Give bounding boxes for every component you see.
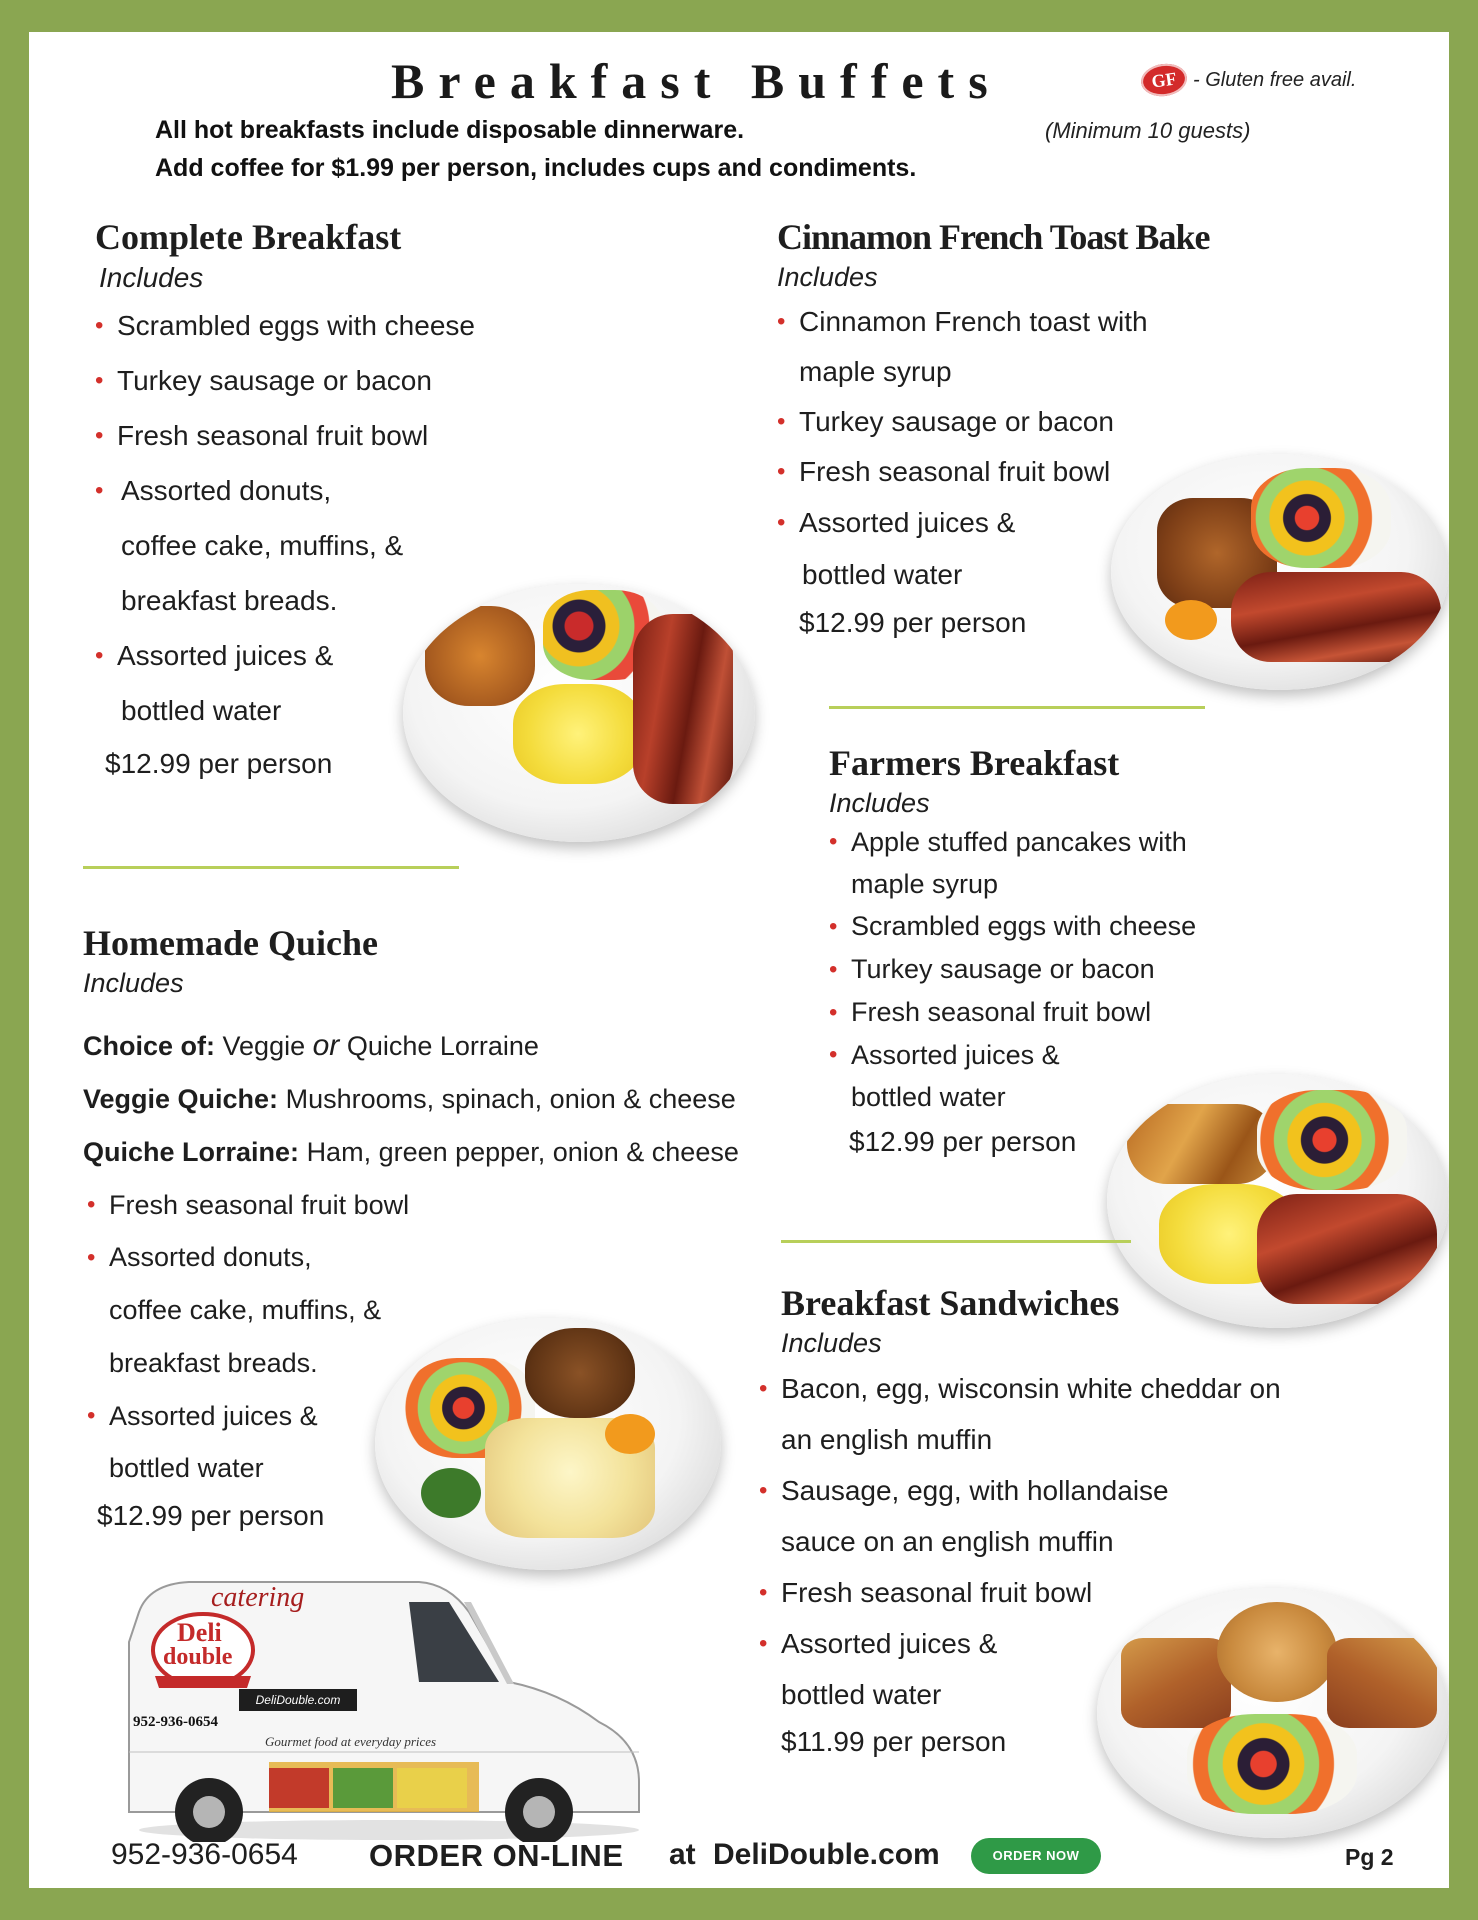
- footer-phone: 952-936-0654: [111, 1838, 298, 1871]
- sandwiches-price: $11.99 per person: [781, 1726, 1007, 1757]
- van-brand-top: Deli: [177, 1618, 222, 1647]
- list-item-line: coffee cake, muffins, &: [121, 530, 404, 561]
- list-item-line: • Apple stuffed pancakes with: [851, 827, 1187, 857]
- list-item-line: maple syrup: [799, 356, 952, 387]
- french-includes: Includes: [777, 262, 878, 292]
- list-item-line: breakfast breads.: [121, 585, 338, 616]
- list-item-line: • Bacon, egg, wisconsin white cheddar on: [781, 1373, 1281, 1404]
- farmers-breakfast-title: Farmers Breakfast: [829, 743, 1120, 783]
- list-item: • Turkey sausage or bacon: [829, 948, 1196, 991]
- list-item-line: breakfast breads.: [109, 1348, 318, 1378]
- list-item-line: bottled water: [802, 559, 963, 590]
- van-icon: [119, 1572, 659, 1842]
- list-item: [777, 297, 1209, 397]
- list-item: • Fresh seasonal fruit bowl: [829, 991, 1196, 1034]
- quiche-includes: Includes: [83, 968, 184, 998]
- divider: [83, 866, 459, 869]
- list-item: [759, 1465, 1281, 1567]
- veggie-quiche-line: [83, 1073, 739, 1126]
- farmers-items: [829, 821, 1196, 1118]
- list-item: • Scrambled eggs with cheese: [829, 905, 1196, 948]
- list-item-line: bottled water: [121, 695, 282, 726]
- list-item: • Turkey sausage or bacon: [777, 397, 1209, 447]
- quiche-title: Homemade Quiche: [83, 923, 378, 963]
- list-item-line: • Assorted juices &: [851, 1040, 1060, 1070]
- list-item-line: an english muffin: [781, 1424, 993, 1455]
- gluten-free-icon: GF: [1139, 61, 1189, 99]
- quiche-price: $12.99 per person: [97, 1500, 325, 1531]
- sandwiches-photo: [1097, 1588, 1449, 1838]
- french-toast-photo: [1111, 454, 1449, 690]
- list-item-line: • Assorted donuts,: [121, 475, 332, 506]
- divider: [781, 1240, 1131, 1243]
- list-item: • Fresh seasonal fruit bowl: [95, 408, 475, 463]
- complete-breakfast-title: Complete Breakfast: [95, 217, 402, 257]
- list-item-line: bottled water: [851, 1082, 1006, 1112]
- list-item-line: bottled water: [109, 1453, 264, 1483]
- catering-van-illustration: [119, 1572, 659, 1842]
- list-item-line: coffee cake, muffins, &: [109, 1295, 382, 1325]
- gluten-free-note: - Gluten free avail.: [1193, 68, 1357, 91]
- divider: [829, 706, 1205, 709]
- farmers-price: $12.99 per person: [849, 1126, 1077, 1157]
- quiche-choice-or: or: [312, 1029, 340, 1062]
- list-item-line: • Assorted juices &: [781, 1628, 998, 1659]
- farmers-includes: Includes: [829, 788, 930, 818]
- french-price: $12.99 per person: [799, 607, 1027, 638]
- van-website: DeliDouble.com: [239, 1689, 357, 1711]
- list-item-line: maple syrup: [851, 869, 999, 899]
- header-line-dinnerware: All hot breakfasts include disposable dinnerware.: [155, 116, 745, 144]
- gluten-free-legend: [1141, 64, 1356, 96]
- footer-order-online: ORDER ON-LINE: [369, 1838, 624, 1873]
- header-line-coffee: Add coffee for $1.99 per person, includes cups and condiments.: [155, 154, 917, 182]
- farmers-breakfast-section: [829, 742, 1196, 1158]
- minimum-guests-note: (Minimum 10 guests): [1045, 118, 1251, 143]
- van-brand-bottom: double: [163, 1644, 233, 1670]
- menu-page: [29, 32, 1449, 1888]
- quiche-photo: [375, 1318, 721, 1570]
- page-title: Breakfast Buffets: [391, 53, 1002, 109]
- french-toast-title: Cinnamon French Toast Bake: [777, 217, 1210, 257]
- list-item: • Fresh seasonal fruit bowl: [777, 447, 1209, 497]
- list-item: [95, 463, 475, 628]
- list-item-line: • Sausage, egg, with hollandaise: [781, 1475, 1169, 1506]
- complete-includes: Includes: [99, 262, 204, 293]
- quiche-choice-lorraine: Quiche Lorraine: [346, 1031, 539, 1061]
- quiche-choice-line: [83, 1019, 739, 1073]
- van-catering-script: catering: [211, 1582, 305, 1613]
- quiche-lorraine-line: [83, 1126, 739, 1179]
- quiche-choice-label: Choice of:: [83, 1031, 215, 1061]
- order-now-button[interactable]: ORDER NOW: [971, 1838, 1101, 1874]
- van-tagline: Gourmet food at everyday prices: [265, 1734, 437, 1749]
- complete-price: $12.99 per person: [105, 748, 333, 779]
- veggie-quiche-text: Mushrooms, spinach, onion & cheese: [285, 1084, 736, 1114]
- footer-site-link[interactable]: DeliDouble.com: [713, 1838, 940, 1871]
- page-number: Pg 2: [1345, 1844, 1394, 1870]
- list-item-line: • Assorted juices &: [109, 1401, 318, 1431]
- list-item: • Fresh seasonal fruit bowl: [759, 1567, 1281, 1618]
- list-item-line: • Assorted juices &: [799, 507, 1016, 538]
- complete-breakfast-photo: [403, 584, 755, 842]
- list-item: [829, 1034, 1196, 1118]
- quiche-lorraine-label: Quiche Lorraine:: [83, 1137, 300, 1167]
- sandwiches-title: Breakfast Sandwiches: [781, 1283, 1120, 1323]
- list-item: [759, 1363, 1281, 1465]
- van-phone: 952-936-0654: [133, 1714, 218, 1730]
- list-item-line: sauce on an english muffin: [781, 1526, 1114, 1557]
- list-item: [829, 821, 1196, 905]
- footer-at: at: [669, 1838, 696, 1871]
- sandwiches-includes: Includes: [781, 1328, 882, 1358]
- list-item-line: • Assorted donuts,: [109, 1242, 312, 1272]
- list-item: • Turkey sausage or bacon: [95, 353, 475, 408]
- list-item-line: • Cinnamon French toast with: [799, 306, 1148, 337]
- veggie-quiche-label: Veggie Quiche:: [83, 1084, 279, 1114]
- list-item-line: • Assorted juices &: [117, 640, 334, 671]
- list-item-line: bottled water: [781, 1679, 942, 1710]
- quiche-lorraine-text: Ham, green pepper, onion & cheese: [306, 1137, 739, 1167]
- list-item: • Scrambled eggs with cheese: [95, 298, 475, 353]
- list-item: • Fresh seasonal fruit bowl: [87, 1179, 739, 1231]
- quiche-choice-veggie: Veggie: [222, 1031, 306, 1061]
- quiche-options: [83, 1019, 739, 1179]
